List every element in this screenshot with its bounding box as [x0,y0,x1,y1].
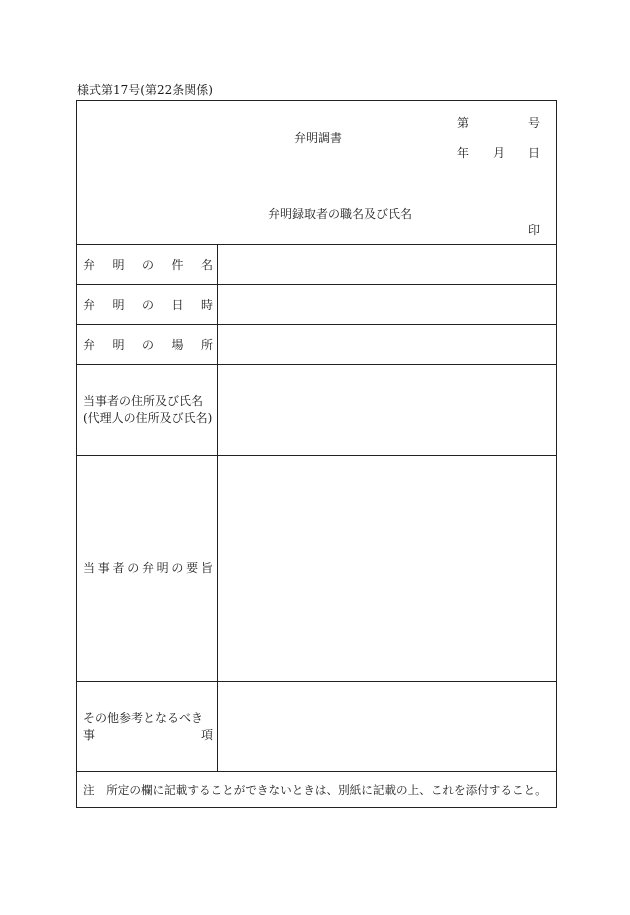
summary-label: 当 事 者 の 弁 明 の 要 旨 [83,561,213,575]
footer-note: 注 所定の欄に記載することができないときは、別紙に記載の上、これを添付すること。 [83,783,547,797]
form-id: 様式第17号(第22条関係) [77,83,213,97]
party-label-line1: 当事者の住所及び氏名 [83,394,204,408]
other-label-line2: 事 項 [83,728,213,742]
party-field[interactable] [218,365,556,455]
other-label-line1: その他参考となるべき [83,711,204,725]
datetime-label: 弁 明 の 日 時 [83,298,213,312]
date-day: 日 [528,146,541,160]
datetime-field[interactable] [218,285,556,324]
date-month: 月 [493,146,506,160]
subject-field[interactable] [218,245,556,284]
form-title: 弁明調書 [294,131,343,145]
place-field[interactable] [218,325,556,364]
recorder-label: 弁明録取者の職名及び氏名 [268,207,413,221]
statement-form [76,100,557,808]
number-prefix: 第 [457,116,470,130]
subject-label: 弁 明 の 件 名 [83,258,213,272]
seal-mark: 印 [528,223,541,237]
date-year: 年 [457,146,470,160]
other-field[interactable] [218,682,556,771]
party-label-line2: (代理人の住所及び氏名) [83,411,213,425]
number-suffix: 号 [528,116,541,130]
divider [77,771,556,772]
place-label: 弁 明 の 場 所 [83,338,213,352]
summary-field[interactable] [218,456,556,681]
